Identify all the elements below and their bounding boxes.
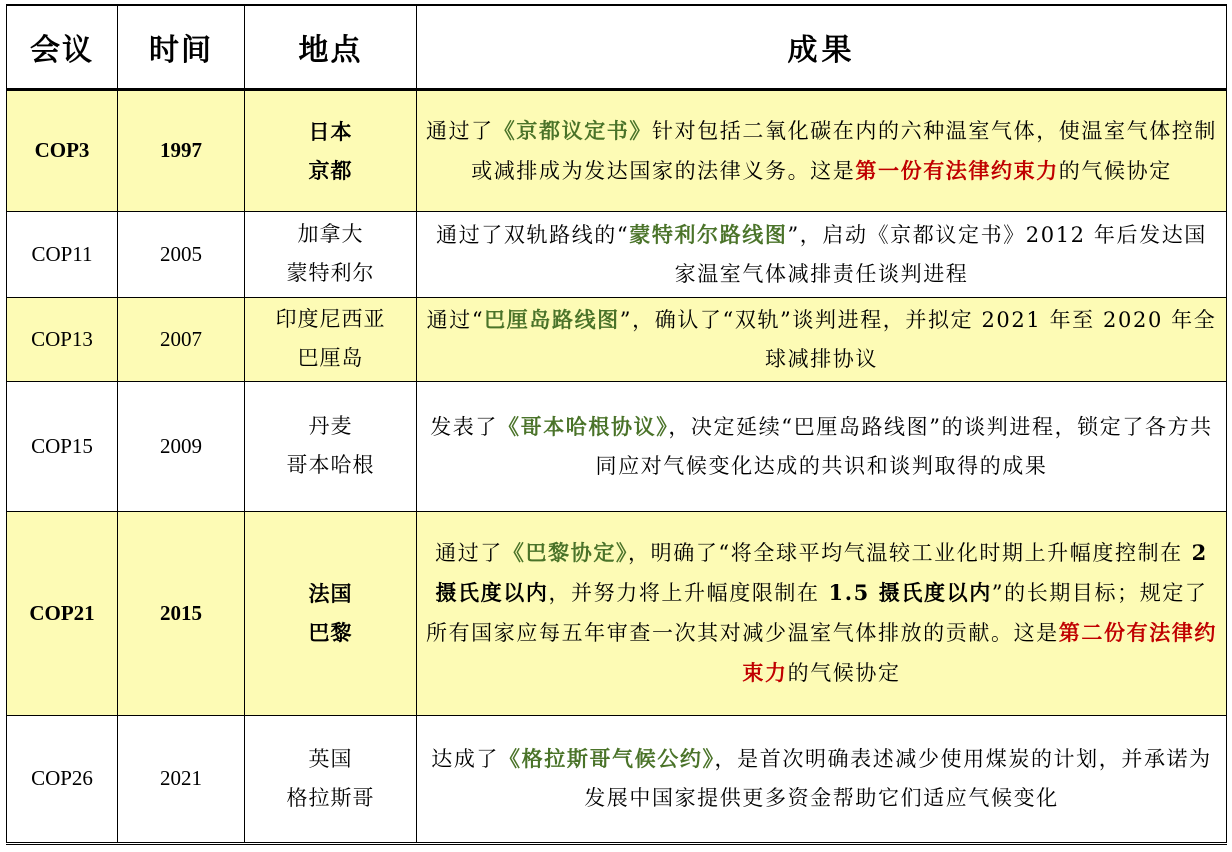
table-row [7,297,1227,381]
year-cell: 2009 [118,381,245,511]
outcome-text: 通过了 [435,541,503,565]
table-row [7,511,1227,715]
country: 丹麦 [308,414,353,438]
key-phrase-highlight: 第一份有法律约束力 [855,157,1059,183]
year-cell: 2021 [118,715,245,843]
city: 巴黎 [308,620,353,645]
header-outcome: 成果 [417,5,1227,89]
outcome-text: 针对包括二氧化碳在内的六种温室气体，使温室气体控制或减排成为发达国家的法律义务。这是 [471,118,1217,183]
outcome-cell [417,89,1227,211]
outcome-text: ”的长期目标；规定了所有国家应每五年审查一次其对减少温室气体排放的贡献。这是 [425,581,1208,645]
year-cell: 2005 [118,211,245,297]
meeting-cell: COP13 [7,297,118,381]
outcome-text: ”，确认了“双轨”谈判进程，并拟定 2021 年至 2020 年全球减排协议 [619,307,1217,371]
meeting-cell: COP3 [7,89,118,211]
header-location: 地点 [245,5,417,89]
city: 蒙特利尔 [286,261,375,285]
outcome-text: 的气候协定 [787,661,901,685]
country: 印度尼西亚 [275,307,386,331]
outcome-text: 通过了双轨路线的“ [436,222,630,247]
outcome-text: 的气候协定 [1058,158,1172,183]
city: 格拉斯哥 [286,785,375,810]
location-cell [245,89,417,211]
outcome-text: 达成了 [431,747,500,771]
outcome-text: ，并努力将上升幅度限制在 [548,581,820,605]
document-title-highlight: 《哥本哈根协议》 [498,413,669,439]
location-cell [245,511,417,715]
country: 加拿大 [297,222,364,246]
meeting-cell: COP21 [7,511,118,715]
cop-meetings-table [6,4,1227,845]
outcome-cell [417,297,1227,381]
outcome-text: ，是首次明确表述减少使用煤炭的计划，并承诺为发展中国家提供更多资金帮助它们适应气候变化 [584,747,1212,810]
bold-phrase: 2 摄氏度以内 [435,540,1208,605]
bold-phrase: 1.5 摄氏度以内 [819,580,992,605]
table-header-row [7,5,1227,89]
outcome-text: ”，启动《京都议定书》2012 年后发达国家温室气体减排责任谈判进程 [674,222,1207,286]
outcome-text: 通过“ [426,307,485,332]
country: 日本 [308,118,353,144]
country: 法国 [308,581,353,606]
year-cell: 2007 [118,297,245,381]
outcome-text: ，决定延续“巴厘岛路线图”的谈判进程，锁定了各方共同应对气候变化达成的共识和谈判取得的成果 [595,414,1213,478]
table-row [7,381,1227,511]
outcome-text: 发表了 [430,414,498,439]
city: 巴厘岛 [297,346,364,370]
document-title-highlight: 巴厘岛路线图 [484,306,620,332]
table-row [7,89,1227,211]
outcome-cell [417,381,1227,511]
location-cell [245,381,417,511]
table-row [7,715,1227,843]
document-title-highlight: 蒙特利尔路线图 [629,221,788,247]
location-cell [245,211,417,297]
table-row [7,211,1227,297]
city: 哥本哈根 [286,453,375,477]
location-cell [245,715,417,843]
city: 京都 [308,157,353,183]
meeting-cell: COP15 [7,381,118,511]
meeting-cell: COP26 [7,715,118,843]
key-phrase-highlight: 第二份有法律约束力 [742,620,1217,685]
year-cell: 2015 [118,511,245,715]
location-cell [245,297,417,381]
document-title-highlight: 《格拉斯哥气候公约》 [499,746,715,771]
outcome-cell [417,211,1227,297]
header-meeting: 会议 [7,5,118,89]
outcome-cell [417,715,1227,843]
country: 英国 [308,746,353,771]
outcome-text: ，明确了“将全球平均气温较工业化时期上升幅度控制在 [628,541,1183,565]
header-time: 时间 [118,5,245,89]
year-cell: 1997 [118,89,245,211]
document-title-highlight: 《巴黎协定》 [502,540,629,565]
outcome-cell [417,511,1227,715]
meeting-cell: COP11 [7,211,118,297]
outcome-text: 通过了 [425,118,494,143]
document-title-highlight: 《京都议定书》 [493,117,652,143]
